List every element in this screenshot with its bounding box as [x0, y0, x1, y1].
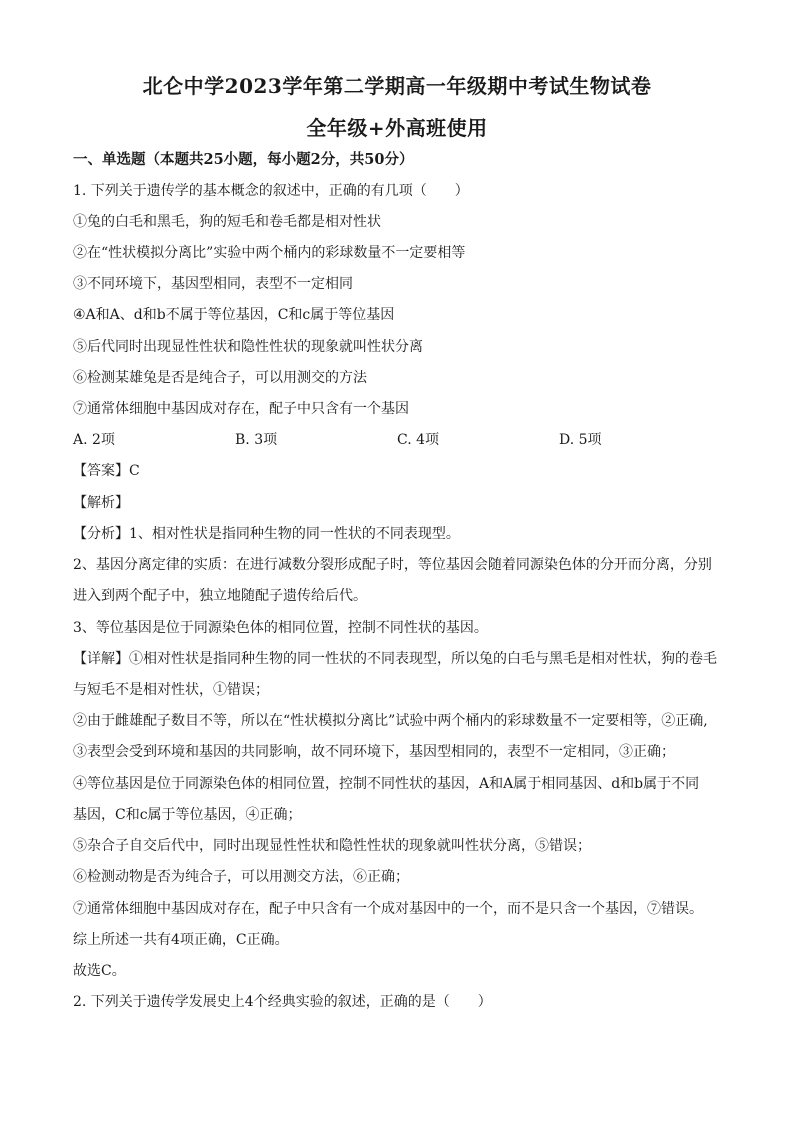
title-line-1: 北仑中学2023学年第二学期高一年级期中考试生物试卷	[142, 74, 652, 98]
analysis-line: ③表型会受到环境和基因的共同影响，故不同环境下，基因型相同的，表型不一定相同，③正确；	[73, 744, 675, 760]
question-1-item: ⑥检测某雄兔是否是纯合子，可以用测交的方法	[73, 370, 367, 386]
section-heading: 一、单选题（本题共25小题，每小题2分，共50分）	[73, 151, 414, 168]
analysis-line: 【分析】1、相对性状是指同种生物的同一性状的不同表现型。	[73, 526, 460, 542]
analysis-line: ⑥检测动物是否为纯合子，可以用测交方法，⑥正确；	[73, 869, 409, 885]
question-1-item: ③不同环境下，基因型相同，表型不一定相同	[73, 276, 353, 292]
question-2-stem: 2. 下列关于遗传学发展史上4个经典实验的叙述，正确的是（ ）	[73, 994, 492, 1010]
option-a: A. 2项	[73, 432, 115, 448]
analysis-line: 【详解】①相对性状是指同种生物的同一性状的不同表现型，所以兔的白毛与黑毛是相对性状，狗的卷毛	[73, 651, 717, 667]
question-1-item: ④A和A、d和b不属于等位基因，C和c属于等位基因	[73, 307, 395, 323]
question-1-options	[73, 431, 723, 449]
question-1-item: ②在“性状模拟分离比”实验中两个桶内的彩球数量不一定要相等	[73, 245, 466, 261]
option-c: C. 4项	[397, 432, 440, 448]
analysis-line: ⑦通常体细胞中基因成对存在，配子中只含有一个成对基因中的一个，而不是只含一个基因，⑦错误。	[73, 901, 703, 917]
question-1-item: ⑤后代同时出现显性性状和隐性性状的现象就叫性状分离	[73, 339, 423, 355]
answer-line: 【答案】C	[73, 463, 140, 479]
analysis-line: 基因，C和c属于等位基因，④正确；	[73, 807, 302, 823]
analysis-line: ⑤杂合子自交后代中，同时出现显性性状和隐性性状的现象就叫性状分离，⑤错误；	[73, 838, 591, 854]
analysis-line: 3、等位基因是位于同源染色体的相同位置，控制不同性状的基因。	[73, 620, 488, 636]
question-1-item: ①兔的白毛和黑毛，狗的短毛和卷毛都是相对性状	[73, 214, 381, 230]
analysis-heading: 【解析】	[73, 495, 129, 511]
title-line-2: 全年级+外高班使用	[306, 116, 488, 140]
question-1-item: ⑦通常体细胞中基因成对存在，配子中只含有一个基因	[73, 401, 409, 417]
analysis-line: 进入到两个配子中，独立地随配子遗传给后代。	[73, 588, 367, 604]
question-1-stem: 1. 下列关于遗传学的基本概念的叙述中，正确的有几项（ ）	[73, 183, 469, 199]
option-d: D. 5项	[559, 432, 602, 448]
analysis-line: 与短毛不是相对性状，①错误；	[73, 682, 269, 698]
analysis-line: 故选C。	[73, 963, 126, 979]
analysis-line: ④等位基因是位于同源染色体的相同位置，控制不同性状的基因，A和A属于相同基因、d和b属于不同	[73, 776, 700, 792]
option-b: B. 3项	[235, 432, 278, 448]
analysis-line: 2、基因分离定律的实质：在进行减数分裂形成配子时，等位基因会随着同源染色体的分开而分离，分别	[73, 557, 712, 573]
analysis-line: ②由于雌雄配子数目不等，所以在“性状模拟分离比”试验中两个桶内的彩球数量不一定要相等，②正确,	[73, 713, 708, 729]
analysis-line: 综上所述一共有4项正确，C正确。	[73, 932, 289, 948]
